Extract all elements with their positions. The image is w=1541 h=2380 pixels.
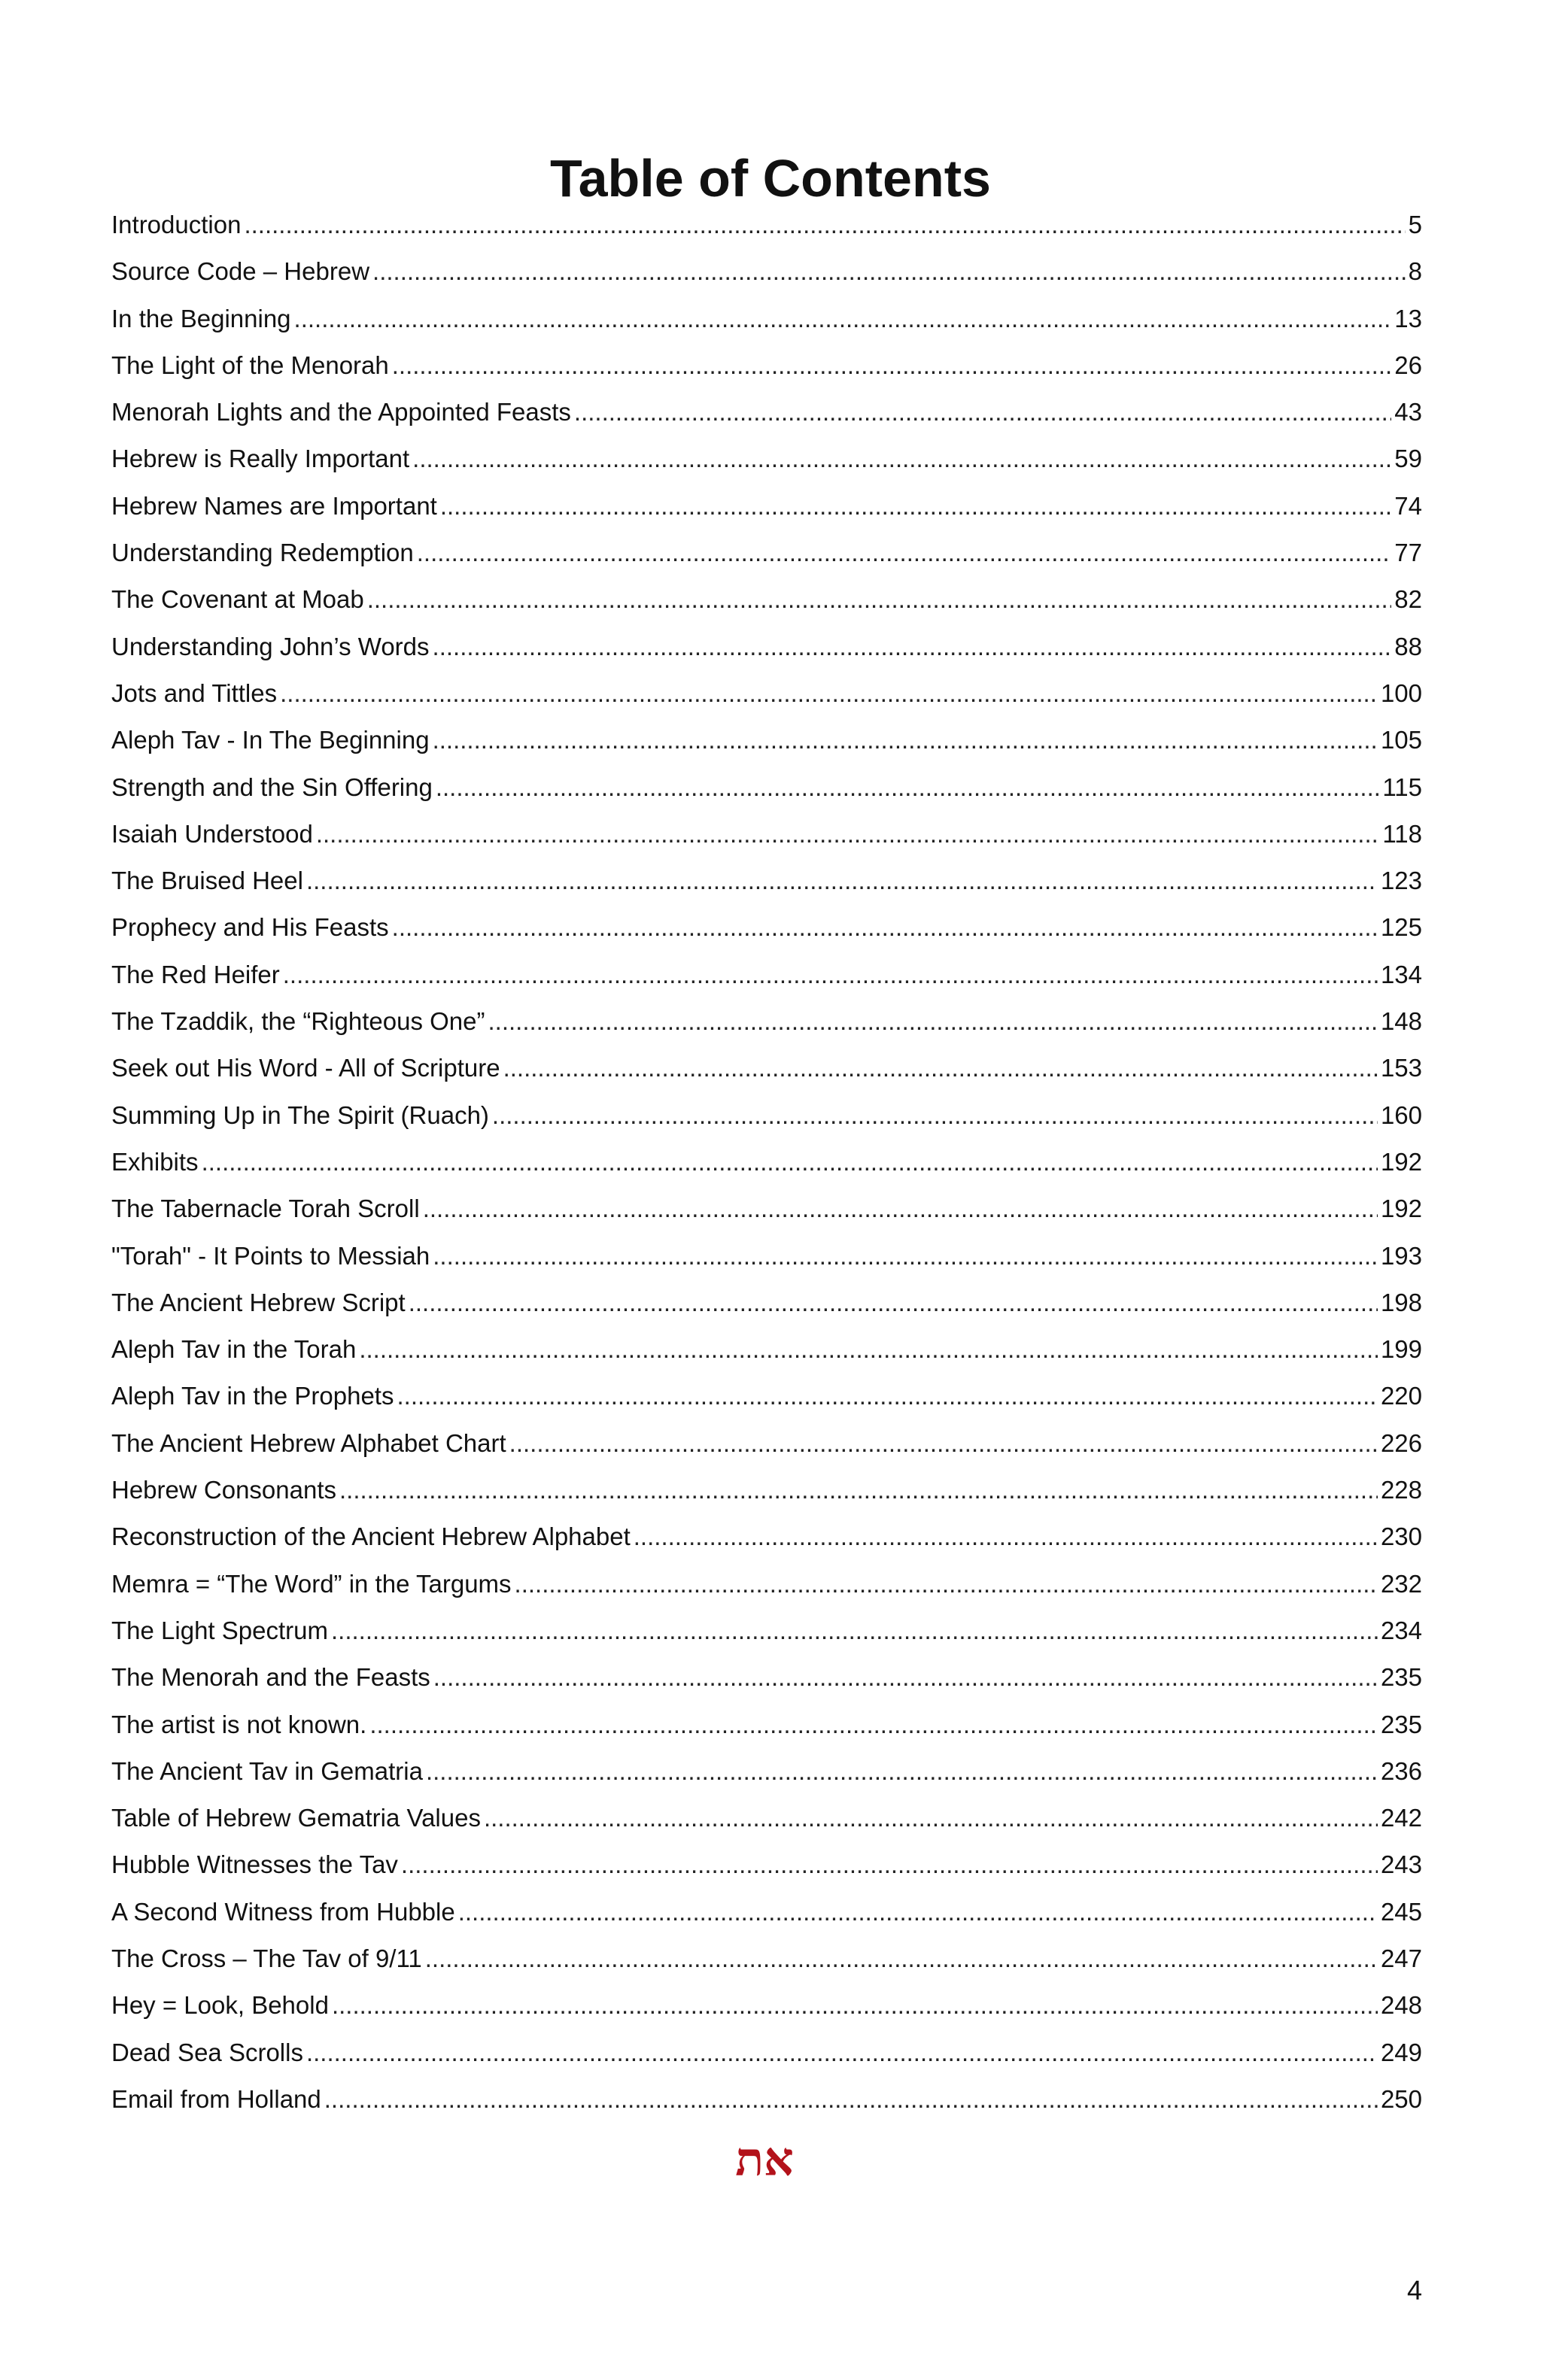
dot-leader (433, 1233, 1378, 1280)
toc-entry-page-number: 123 (1380, 867, 1422, 895)
toc-entry[interactable] (111, 576, 1422, 623)
toc-entry-page-number: 226 (1380, 1428, 1422, 1457)
toc-entry[interactable] (111, 248, 1422, 295)
dot-leader (426, 1748, 1378, 1795)
toc-entry-page-number: 8 (1408, 257, 1422, 286)
toc-entry-page-number: 74 (1394, 491, 1422, 520)
dot-leader (331, 1607, 1378, 1654)
toc-entry-page-number: 105 (1380, 726, 1422, 754)
toc-entry-title: Understanding John’s Words (111, 632, 430, 660)
dot-leader (409, 1280, 1378, 1326)
dot-leader (634, 1513, 1378, 1560)
toc-entry[interactable] (111, 998, 1422, 1045)
dot-leader (412, 436, 1391, 482)
dot-leader (433, 717, 1378, 763)
toc-entry-title: A Second Witness from Hubble (111, 1897, 455, 1926)
toc-entry[interactable] (111, 1654, 1422, 1701)
toc-entry-page-number: 247 (1380, 1944, 1422, 1972)
toc-entry[interactable] (111, 1513, 1422, 1560)
toc-entry-title: Hebrew Names are Important (111, 491, 437, 520)
toc-entry-page-number: 199 (1380, 1335, 1422, 1364)
dot-leader (433, 624, 1392, 670)
toc-entry-page-number: 235 (1380, 1710, 1422, 1738)
toc-entry-title: Understanding Redemption (111, 539, 414, 567)
toc-entry-page-number: 228 (1380, 1476, 1422, 1504)
toc-entry[interactable] (111, 904, 1422, 951)
toc-entry[interactable] (111, 858, 1422, 904)
toc-entry-page-number: 234 (1380, 1616, 1422, 1644)
toc-entry-title: Hebrew Consonants (111, 1476, 336, 1504)
dot-leader (492, 1092, 1378, 1139)
toc-entry-title: The Bruised Heel (111, 867, 303, 895)
toc-entry-title: The Red Heifer (111, 960, 280, 988)
toc-entry[interactable] (111, 296, 1422, 342)
toc-entry-title: Dead Sea Scrolls (111, 2038, 303, 2066)
toc-entry-page-number: 134 (1380, 960, 1422, 988)
toc-entry[interactable] (111, 342, 1422, 389)
dot-leader (316, 811, 1380, 858)
dot-leader (294, 296, 1392, 342)
toc-entry-title: Aleph Tav in the Torah (111, 1335, 357, 1364)
dot-leader (433, 1654, 1378, 1701)
toc-entry-title: Hey = Look, Behold (111, 1991, 329, 2020)
toc-entry-title: The Cross – The Tav of 9/11 (111, 1944, 422, 1972)
toc-entry[interactable] (111, 1982, 1422, 2029)
toc-entry-title: Memra = “The Word” in the Targums (111, 1569, 512, 1598)
dot-leader (359, 1326, 1378, 1373)
dot-leader (440, 483, 1391, 530)
toc-entry[interactable] (111, 952, 1422, 998)
toc-entry-page-number: 115 (1382, 773, 1422, 801)
aleph-tav-logo (725, 2133, 804, 2186)
toc-entry-title: The Tzaddik, the “Righteous One” (111, 1007, 485, 1036)
toc-entry-page-number: 59 (1394, 445, 1422, 473)
toc-entry-title: Source Code – Hebrew (111, 257, 370, 286)
dot-leader (306, 2029, 1378, 2076)
toc-entry[interactable] (111, 624, 1422, 670)
toc-entry-page-number: 118 (1382, 819, 1422, 848)
toc-entry-page-number: 5 (1408, 211, 1422, 238)
dot-leader (392, 904, 1378, 951)
dot-leader (458, 1889, 1378, 1935)
toc-entry-page-number: 232 (1380, 1569, 1422, 1598)
toc-entry-page-number: 192 (1380, 1147, 1422, 1176)
dot-leader (392, 342, 1392, 389)
page-number: 4 (1406, 2275, 1422, 2306)
toc-entry-title: The Ancient Hebrew Alphabet Chart (111, 1428, 506, 1457)
toc-entry-title: Strength and the Sin Offering (111, 773, 433, 801)
toc-entry[interactable] (111, 1748, 1422, 1795)
toc-entry-page-number: 148 (1380, 1007, 1422, 1036)
toc-entry-title: Seek out His Word - All of Scripture (111, 1054, 500, 1082)
toc-entry-title: The Ancient Tav in Gematria (111, 1756, 423, 1785)
toc-entry[interactable] (111, 1889, 1422, 1935)
dot-leader (425, 1935, 1378, 1982)
toc-entry-title: "Torah" - It Points to Messiah (111, 1241, 430, 1270)
dot-leader (509, 1420, 1378, 1467)
toc-entry-title: Reconstruction of the Ancient Hebrew Alphabet (111, 1522, 631, 1551)
table-of-contents-list (111, 202, 1422, 2123)
dot-leader (417, 530, 1392, 576)
dot-leader (367, 576, 1392, 623)
dot-leader (332, 1982, 1378, 2029)
toc-entry-page-number: 250 (1380, 2084, 1422, 2113)
toc-entry-title: Table of Hebrew Gematria Values (111, 1804, 481, 1832)
toc-entry-page-number: 88 (1394, 632, 1422, 660)
dot-leader (423, 1185, 1378, 1232)
toc-entry[interactable] (111, 202, 1422, 248)
toc-entry[interactable] (111, 1233, 1422, 1280)
toc-entry-title: The artist is not known. (111, 1710, 367, 1738)
dot-leader (372, 248, 1406, 295)
toc-entry[interactable] (111, 1280, 1422, 1326)
toc-entry-page-number: 245 (1380, 1897, 1422, 1926)
toc-entry[interactable] (111, 1795, 1422, 1841)
dot-leader (436, 764, 1380, 811)
toc-entry-title: Summing Up in The Spirit (Ruach) (111, 1100, 489, 1129)
dot-leader (397, 1373, 1377, 1419)
toc-entry-page-number: 192 (1380, 1195, 1422, 1223)
toc-entry-title: Introduction (111, 211, 242, 238)
toc-entry-title: Hebrew is Really Important (111, 445, 410, 473)
toc-entry-page-number: 100 (1380, 678, 1422, 707)
toc-entry[interactable] (111, 2029, 1422, 2076)
dot-leader (202, 1139, 1378, 1185)
toc-entry-page-number: 153 (1380, 1054, 1422, 1082)
toc-entry-page-number: 13 (1394, 304, 1422, 332)
toc-entry-title: The Menorah and the Feasts (111, 1663, 430, 1692)
toc-entry-page-number: 125 (1380, 913, 1422, 942)
toc-entry[interactable] (111, 811, 1422, 858)
toc-entry-title: Aleph Tav in the Prophets (111, 1382, 394, 1410)
toc-entry-page-number: 43 (1394, 398, 1422, 427)
dot-leader (283, 952, 1378, 998)
toc-entry-title: Menorah Lights and the Appointed Feasts (111, 398, 571, 427)
dot-leader (484, 1795, 1378, 1841)
dot-leader (488, 998, 1377, 1045)
toc-entry[interactable] (111, 1326, 1422, 1373)
toc-entry-title: The Tabernacle Torah Scroll (111, 1195, 420, 1223)
toc-entry-title: Hubble Witnesses the Tav (111, 1850, 398, 1879)
toc-entry-page-number: 198 (1380, 1288, 1422, 1316)
toc-entry-title: The Light Spectrum (111, 1616, 328, 1644)
toc-entry-page-number: 193 (1380, 1241, 1422, 1270)
toc-entry-page-number: 26 (1394, 351, 1422, 379)
toc-entry-page-number: 236 (1380, 1756, 1422, 1785)
toc-entry-title: Prophecy and His Feasts (111, 913, 389, 942)
toc-entry[interactable] (111, 1607, 1422, 1654)
toc-entry-title: The Light of the Menorah (111, 351, 389, 379)
toc-entry-page-number: 220 (1380, 1382, 1422, 1410)
toc-entry-page-number: 82 (1394, 585, 1422, 614)
toc-entry[interactable] (111, 1045, 1422, 1091)
toc-entry[interactable] (111, 670, 1422, 717)
toc-entry[interactable] (111, 1092, 1422, 1139)
toc-entry[interactable] (111, 1185, 1422, 1232)
toc-entry-title: Isaiah Understood (111, 819, 313, 848)
toc-entry-title: The Ancient Hebrew Script (111, 1288, 406, 1316)
dot-leader (574, 389, 1391, 436)
toc-entry-page-number: 235 (1380, 1663, 1422, 1692)
toc-entry[interactable] (111, 1420, 1422, 1467)
toc-entry[interactable] (111, 1935, 1422, 1982)
toc-entry[interactable] (111, 1373, 1422, 1419)
toc-entry-title: Jots and Tittles (111, 678, 278, 707)
toc-entry-page-number: 160 (1380, 1100, 1422, 1129)
dot-leader (369, 1702, 1378, 1748)
page-title: Table of Contents (550, 148, 991, 208)
toc-entry[interactable] (111, 483, 1422, 530)
dot-leader (280, 670, 1378, 717)
toc-entry[interactable] (111, 717, 1422, 763)
toc-entry-page-number: 77 (1394, 539, 1422, 567)
toc-entry-page-number: 249 (1380, 2038, 1422, 2066)
toc-entry-page-number: 230 (1380, 1522, 1422, 1551)
toc-entry-page-number: 248 (1380, 1991, 1422, 2020)
toc-entry-page-number: 243 (1380, 1850, 1422, 1879)
toc-entry-title: Aleph Tav - In The Beginning (111, 726, 430, 754)
dot-leader (515, 1561, 1378, 1607)
dot-leader (401, 1841, 1378, 1888)
svg-text:את: את (735, 2133, 794, 2186)
toc-entry-page-number: 242 (1380, 1804, 1422, 1832)
toc-entry-title: Email from Holland (111, 2084, 321, 2113)
toc-entry[interactable] (111, 1139, 1422, 1185)
toc-entry[interactable] (111, 1467, 1422, 1513)
toc-entry-title: Exhibits (111, 1147, 199, 1176)
toc-entry[interactable] (111, 1841, 1422, 1888)
dot-leader (503, 1045, 1378, 1091)
toc-entry[interactable] (111, 436, 1422, 482)
dot-leader (339, 1467, 1378, 1513)
toc-entry[interactable] (111, 530, 1422, 576)
toc-entry[interactable] (111, 764, 1422, 811)
toc-entry[interactable] (111, 2076, 1422, 2123)
dot-leader (244, 202, 1405, 248)
toc-entry-title: In the Beginning (111, 304, 291, 332)
dot-leader (324, 2076, 1378, 2123)
toc-entry[interactable] (111, 389, 1422, 436)
toc-entry[interactable] (111, 1702, 1422, 1748)
toc-entry-title: The Covenant at Moab (111, 585, 364, 614)
toc-entry[interactable] (111, 1561, 1422, 1607)
dot-leader (306, 858, 1378, 904)
